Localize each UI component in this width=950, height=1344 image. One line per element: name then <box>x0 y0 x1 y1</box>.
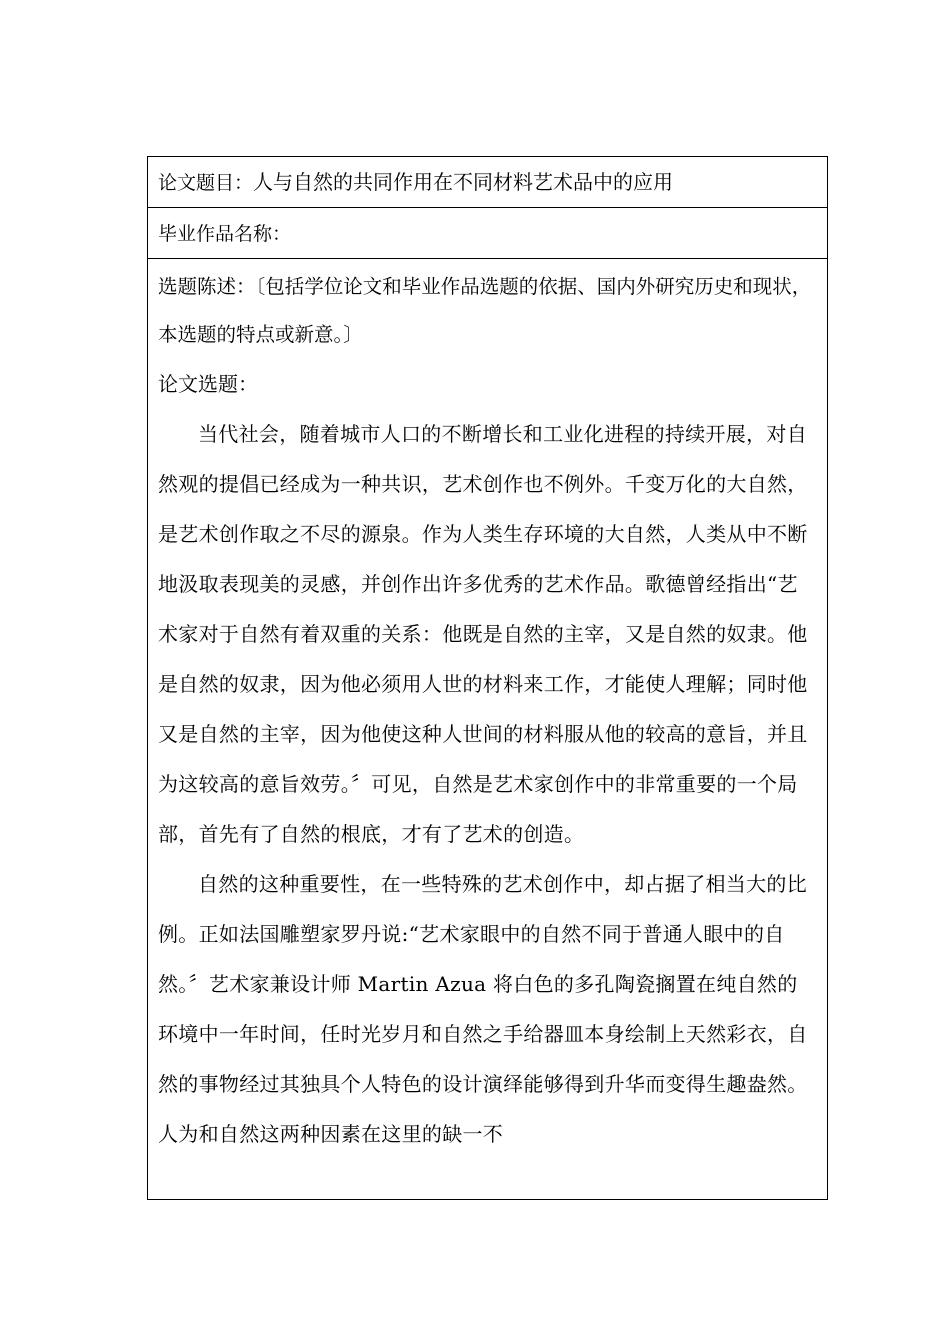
topic-statement-label: 选题陈述： <box>158 275 256 298</box>
topic-statement-intro <box>158 263 817 359</box>
topic-statement-note: 〔包括学位论文和毕业作品选题的依据、国内外研究历史和现状，本选题的特点或新意。〕 <box>158 275 812 346</box>
thesis-title-row <box>148 157 827 208</box>
thesis-topic-heading: 论文选题： <box>158 372 258 396</box>
thesis-title-label: 论文题目： <box>158 172 254 194</box>
body-paragraph-1: 当代社会，随着城市人口的不断增长和工业化进程的持续开展，对自然观的提倡已经成为一种共识，艺术创作也不例外。千变万化的大自然，是艺术创作取之不尽的源泉。作为人类生存环境的大自然，人类从中不断地汲取表现美的灵感，并创作出许多优秀的艺术作品。歌德曾经指出“艺术家对于自然有着双重的关系：他既是自然的主宰，又是自然的奴隶。他是自然的奴隶，因为他必须用人世的材料来工作，才能使人理解；同时他又是自然的主宰，因为他使这种人世间的材料服从他的较高的意旨，并且为这较高的意旨效劳。〞可见，自然是艺术家创作中的非常重要的一个局部，首先有了自然的根底，才有了艺术的创造。 <box>158 422 808 846</box>
body-paragraph-2: 自然的这种重要性，在一些特殊的艺术创作中，却占据了相当大的比例。正如法国雕塑家罗丹说:“艺术家眼中的自然不同于普通人眼中的自然。〞艺术家兼设计师 Martin Azua 将白色的多孔陶瓷搁置在纯自然的环境中一年时间，任时光岁月和自然之手给器皿本身绘制上天然彩衣，自然的事物经过其独具个人特色的设计演绎能够得到升华而变得生趣盎然。人为和自然这两种因素在这里的缺一不 <box>158 872 808 1146</box>
proposal-form-table <box>147 156 828 1200</box>
topic-statement-cell <box>148 259 827 1199</box>
graduation-work-row <box>148 208 827 259</box>
thesis-title-value: 人与自然的共同作用在不同材料艺术品中的应用 <box>253 170 674 194</box>
graduation-work-label: 毕业作品名称： <box>158 223 292 245</box>
